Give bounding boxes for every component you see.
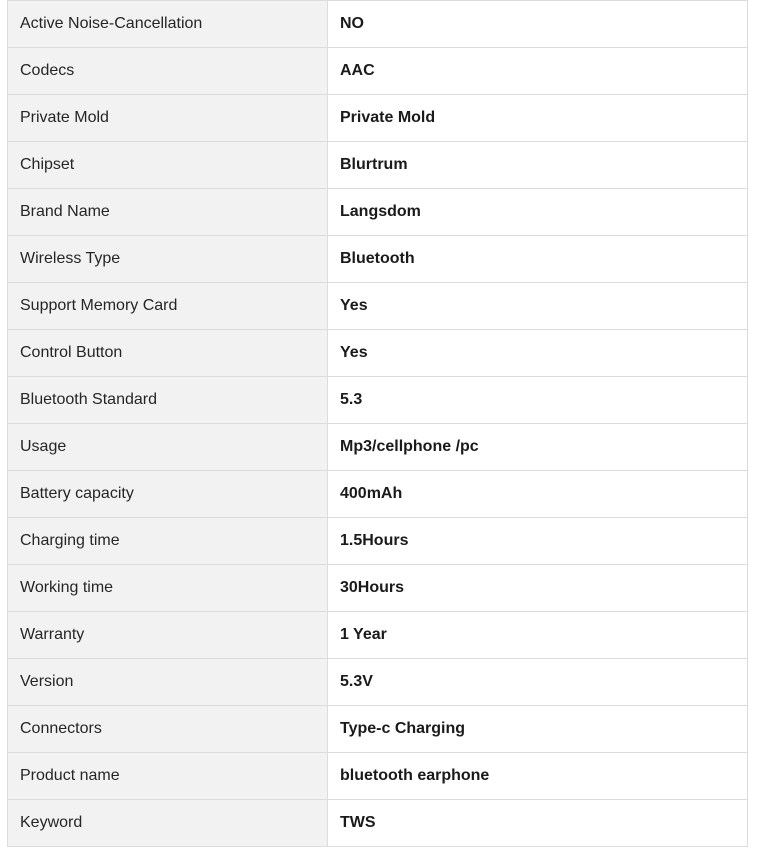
spec-label: Version [8, 659, 328, 706]
spec-label: Usage [8, 424, 328, 471]
spec-label: Keyword [8, 800, 328, 847]
spec-row [8, 142, 748, 189]
spec-row [8, 612, 748, 659]
spec-label: Wireless Type [8, 236, 328, 283]
spec-table-body [8, 1, 748, 847]
spec-row [8, 706, 748, 753]
spec-row [8, 424, 748, 471]
spec-value: NO [328, 1, 748, 48]
product-spec-table [7, 0, 748, 847]
spec-value: bluetooth earphone [328, 753, 748, 800]
spec-row [8, 565, 748, 612]
spec-value: Bluetooth [328, 236, 748, 283]
spec-label: Control Button [8, 330, 328, 377]
spec-label: Codecs [8, 48, 328, 95]
spec-value: Type-c Charging [328, 706, 748, 753]
spec-value: 1 Year [328, 612, 748, 659]
spec-row [8, 377, 748, 424]
spec-value: 30Hours [328, 565, 748, 612]
spec-label: Working time [8, 565, 328, 612]
spec-label: Support Memory Card [8, 283, 328, 330]
spec-label: Brand Name [8, 189, 328, 236]
spec-row [8, 753, 748, 800]
spec-value: 5.3V [328, 659, 748, 706]
spec-row [8, 189, 748, 236]
spec-value: AAC [328, 48, 748, 95]
spec-label: Chipset [8, 142, 328, 189]
spec-row [8, 659, 748, 706]
spec-row [8, 48, 748, 95]
spec-row [8, 283, 748, 330]
spec-label: Private Mold [8, 95, 328, 142]
spec-value: Mp3/cellphone /pc [328, 424, 748, 471]
spec-value: Langsdom [328, 189, 748, 236]
spec-value: Blurtrum [328, 142, 748, 189]
spec-label: Charging time [8, 518, 328, 565]
spec-value: Private Mold [328, 95, 748, 142]
spec-value: 1.5Hours [328, 518, 748, 565]
spec-row [8, 518, 748, 565]
spec-label: Warranty [8, 612, 328, 659]
spec-label: Active Noise-Cancellation [8, 1, 328, 48]
spec-row [8, 330, 748, 377]
spec-label: Bluetooth Standard [8, 377, 328, 424]
spec-value: TWS [328, 800, 748, 847]
spec-value: Yes [328, 330, 748, 377]
spec-label: Connectors [8, 706, 328, 753]
spec-value: 400mAh [328, 471, 748, 518]
spec-label: Battery capacity [8, 471, 328, 518]
spec-row [8, 95, 748, 142]
spec-row [8, 800, 748, 847]
spec-row [8, 236, 748, 283]
spec-value: Yes [328, 283, 748, 330]
spec-label: Product name [8, 753, 328, 800]
spec-row [8, 471, 748, 518]
spec-row [8, 1, 748, 48]
spec-value: 5.3 [328, 377, 748, 424]
